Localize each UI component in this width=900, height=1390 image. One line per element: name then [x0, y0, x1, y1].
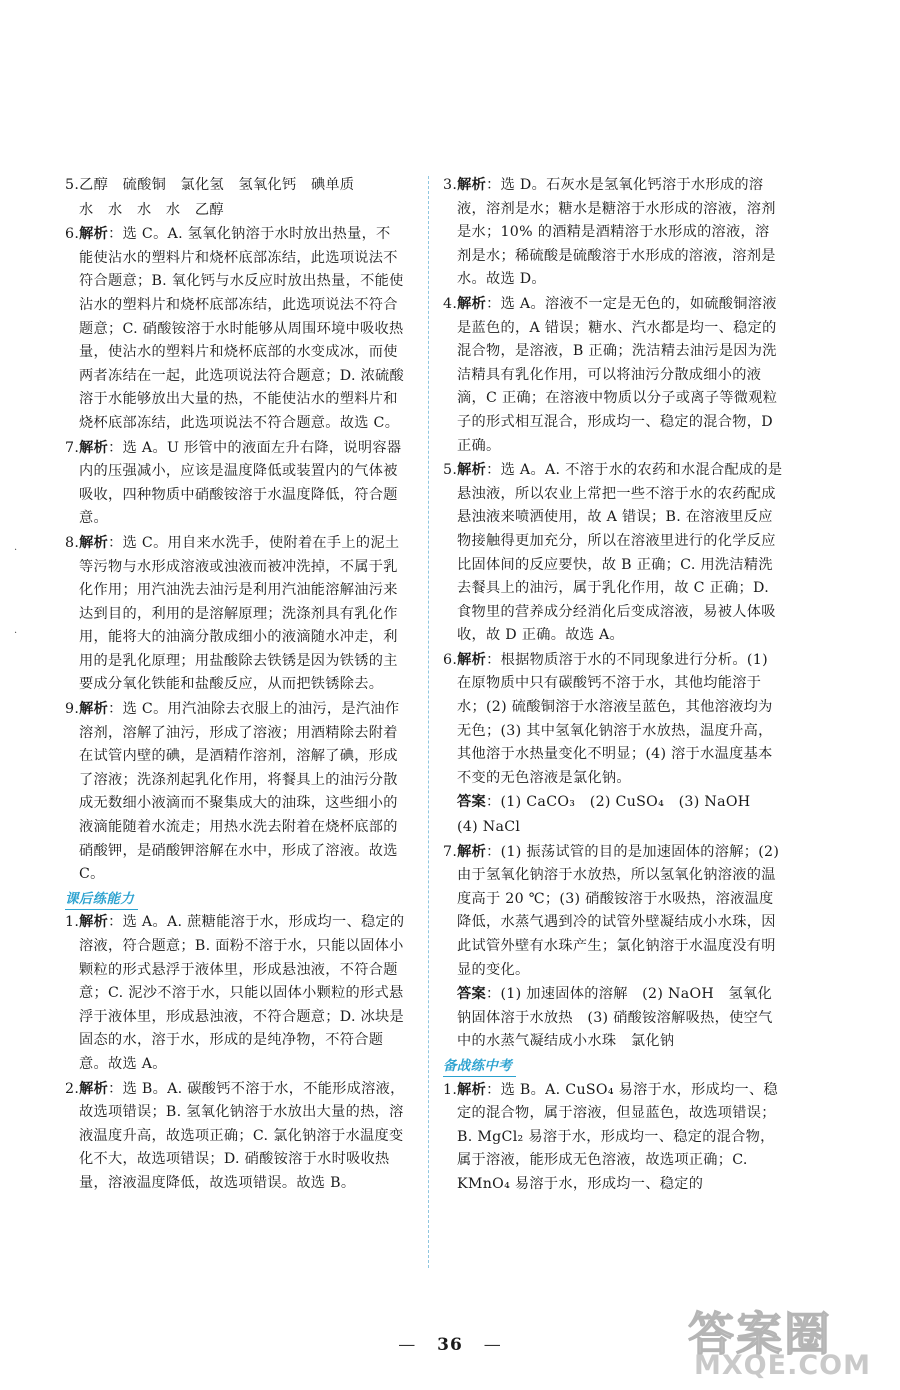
- item-keyword: 解析: [79, 226, 109, 243]
- item-keyword: 解析: [79, 914, 109, 931]
- item-number: 7.: [65, 439, 80, 456]
- list-item: [65, 223, 405, 435]
- item-text: 水 水 水 水 乙醇: [79, 201, 224, 218]
- watermark-logo: [688, 1298, 888, 1382]
- item-text: ：根据物质溶于水的不同现象进行分析。(1) 在原物质中只有碳酸钙不溶于水，其他均能溶于水；(2) 硫酸铜溶于水溶液呈蓝色，其他溶液均为无色；(3) 其中氢氧化钠溶于水放热，温度升高，其他溶于水热量变化不明显；(4) 溶于水温度基本不变的无色溶液是氯化钠。: [457, 651, 773, 786]
- list-item: [65, 174, 405, 198]
- item-text: ：(1) 加速固体的溶解 (2) NaOH 氢氧化钠固体溶于水放热 (3) 硝酸铵溶解吸热，使空气中的水蒸气凝结成小水珠 氯化钠: [457, 986, 773, 1050]
- item-number: 9.: [65, 701, 80, 718]
- left-column: [65, 174, 405, 1197]
- item-number: 6.: [443, 651, 458, 668]
- left-items: [65, 174, 405, 887]
- list-item: [443, 1079, 783, 1197]
- list-item: [443, 791, 783, 815]
- item-text: ：选 A。U 形管中的液面左升右降，说明容器内的压强减小，应该是温度降低或装置内的气体被吸收，四种物质中硝酸铵溶于水温度降低，符合题意。: [79, 439, 402, 527]
- item-text: ：选 C。用汽油除去衣服上的油污，是汽油作溶剂，溶解了油污，形成了溶液；用酒精除去附着在试管内壁的碘，是酒精作溶剂，溶解了碘，形成了溶液；洗涤剂起乳化作用，将餐具上的油污分散成无数细小液滴而不聚集成大的油珠，这些细小的液滴能随着水流走；用热水洗去附着在烧杯底部的硝酸钾，是硝酸钾溶解在水中，形成了溶液。故选 C。: [79, 701, 400, 883]
- item-keyword: 解析: [457, 295, 487, 312]
- item-text: ：选 A。溶液不一定是无色的，如硫酸铜溶液是蓝色的，A 错误；糖水、汽水都是均一、稳定的混合物，是溶液，B 正确；洗洁精去油污是因为洗洁精具有乳化作用，可以将油污分散成细小的液滴，C 正确；在溶液中物质以分子或离子等微观粒子的形式相互混合，形成均一、稳定的混合物，D 正确。: [457, 295, 778, 454]
- item-keyword: 解析: [79, 1080, 109, 1097]
- item-number: 8.: [65, 534, 80, 551]
- item-keyword: 解析: [457, 177, 487, 193]
- watermark-url: MXQE.COM: [694, 1350, 871, 1381]
- item-number: 6.: [65, 226, 80, 243]
- list-item: [443, 816, 783, 840]
- item-text: ：(1) 振荡试管的目的是加速固体的溶解；(2) 由于氢氧化钠溶于水放热，所以氢氧化钠溶液的温度高于 20 ℃；(3) 硝酸铵溶于水吸热，溶液温度降低，水蒸气遇到冷的试管外壁凝结成小水珠，因此试管外壁有水珠产生；氯化钠溶于水温度没有明显的变化。: [457, 843, 780, 978]
- item-text: ：选 A。A. 不溶于水的农药和水混合配成的是悬浊液，所以农业上常把一些不溶于水的农药配成悬浊液来喷洒使用，故 A 错误；B. 在溶液里反应物接触得更加充分，所以在溶液里进行的化学反应比固体间的反应要快，故 B 正确；C. 用洗洁精洗去餐具上的油污，属于乳化作用，故 C 正确；D. 食物里的营养成分经消化后变成溶液，易被人体吸收，故 D 正确。故选 A。: [457, 462, 783, 644]
- list-item: [443, 841, 783, 983]
- list-item: [65, 911, 405, 1076]
- item-text: ：选 A。A. 蔗糖能溶于水，形成均一、稳定的溶液，符合题意；B. 面粉不溶于水，只能以固体小颗粒的形式悬浮于液体里，形成悬浊液，不符合题意；C. 泥沙不溶于水，只能以固体小颗粒的形式悬浮于液体里，形成悬浊液，不符合题意；D. 冰块是固态的水，溶于水，形成的是纯净物，不符合题意。故选 A。: [79, 914, 405, 1072]
- page-dash-left: —: [398, 1335, 417, 1355]
- section-heading-exam: [443, 1055, 783, 1079]
- right-column: [443, 174, 783, 1198]
- list-item: [443, 983, 783, 1054]
- list-item: [65, 698, 405, 887]
- item-keyword: 解析: [457, 843, 487, 860]
- item-text: ：选 C。A. 氢氧化钠溶于水时放出热量，不能使沾水的塑料片和烧杯底部冻结，此选项说法不符合题意；B. 氧化钙与水反应时放出热量，不能使沾水的塑料片和烧杯底部冻结，此选项说法不符合题意；C. 硝酸铵溶于水时能够从周围环境中吸收热量，使沾水的塑料片和烧杯底部的水变成冰，而使两者冻结在一起，此选项说法符合题意；D. 浓硫酸溶于水能够放出大量的热，不能使沾水的塑料片和烧杯底部冻结，此选项说法不符合题意。故选 C。: [79, 226, 405, 431]
- item-keyword: 解析: [457, 1081, 487, 1098]
- item-text: ：选 B。A. CuSO₄ 易溶于水，形成均一、稳定的混合物，属于溶液，但显蓝色，故选项错误；B. MgCl₂ 易溶于水，形成均一、稳定的混合物，属于溶液，能形成无色溶液，故选项正确；C. KMnO₄ 易溶于水，形成均一、稳定的: [457, 1081, 778, 1192]
- page-number-value: 36: [437, 1335, 463, 1355]
- item-keyword: 解析: [79, 534, 109, 551]
- list-item: [65, 199, 405, 223]
- item-text: ：选 C。用自来水洗手，使附着在手上的泥土等污物与水形成溶液或浊液而被冲洗掉，不属于乳化作用；用汽油洗去油污是利用汽油能溶解油污来达到目的，利用的是溶解原理；洗涤剂具有乳化作用，能将大的油滴分散成细小的液滴随水冲走，利用的是乳化原理；用盐酸除去铁锈是因为铁锈的主要成分氧化铁能和盐酸反应，从而把铁锈除去。: [79, 534, 400, 693]
- item-number: 4.: [443, 295, 458, 312]
- item-number: 7.: [443, 843, 458, 860]
- list-item: [65, 532, 405, 697]
- list-item: [65, 1078, 405, 1196]
- list-item: [443, 293, 783, 458]
- page-dash-right: —: [483, 1335, 502, 1355]
- right-items-2: [443, 1079, 783, 1197]
- item-keyword: 解析: [457, 651, 487, 668]
- item-number: 2.: [65, 1080, 80, 1097]
- item-text: (4) NaCl: [457, 819, 521, 836]
- watermark-text: 答案圈: [688, 1307, 832, 1361]
- margin-mark: ·: [14, 545, 18, 556]
- item-keyword: 答案: [457, 986, 486, 1003]
- item-text: ：(1) CaCO₃ (2) CuSO₄ (3) NaOH: [485, 794, 751, 811]
- left-items-2: [65, 911, 405, 1195]
- right-items: [443, 174, 783, 1054]
- column-divider: [428, 176, 429, 1268]
- item-keyword: 解析: [79, 439, 109, 456]
- list-item: [65, 437, 405, 531]
- section-title: 备战练中考: [443, 1056, 516, 1077]
- item-text: ：选 B。A. 碳酸钙不溶于水，不能形成溶液，故选项错误；B. 氢氧化钠溶于水放出大量的热，溶液温度升高，故选项正确；C. 氯化钠溶于水温度变化不大，故选项错误；D. 硝酸铵溶于水时吸收热量，溶液温度降低，故选项错误。故选 B。: [79, 1080, 405, 1191]
- item-text: ：选 D。石灰水是氢氧化钙溶于水形成的溶液，溶剂是水；糖水是糖溶于水形成的溶液，溶剂是水；10% 的酒精是酒精溶于水形成的溶液，溶剂是水；稀硫酸是硫酸溶于水形成的溶液，溶剂是水。故选 D。: [457, 177, 776, 288]
- margin-mark: ·: [14, 628, 18, 639]
- item-number: 5.: [443, 462, 458, 479]
- item-keyword: 解析: [457, 462, 487, 479]
- section-title: 课后练能力: [65, 889, 138, 910]
- item-keyword: 解析: [79, 701, 109, 718]
- list-item: [443, 649, 783, 791]
- item-text: 乙醇 硫酸铜 氯化氢 氢氧化钙 碘单质: [79, 177, 355, 193]
- item-number: 1.: [443, 1081, 458, 1098]
- item-number: 5.: [65, 177, 80, 193]
- item-number: 1.: [65, 914, 80, 931]
- list-item: [443, 459, 783, 648]
- section-heading-after-class: [65, 888, 405, 912]
- list-item: [443, 174, 783, 292]
- item-number: 3.: [443, 177, 458, 193]
- item-keyword: 答案: [457, 794, 486, 811]
